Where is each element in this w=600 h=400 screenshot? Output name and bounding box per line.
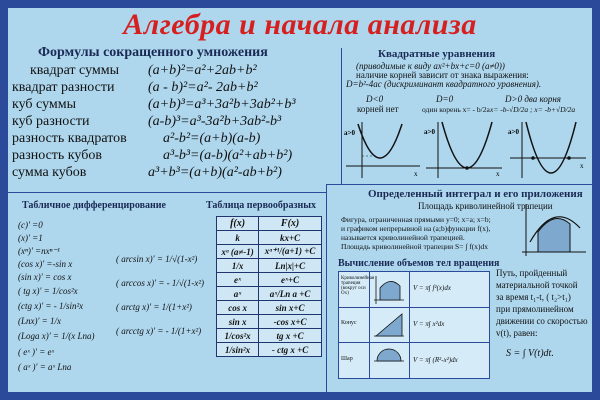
fsu-formula: a²-b²=(a+b)(a-b) (163, 131, 261, 146)
fsu-formula: (a+b)²=a²+2ab+b² (148, 63, 257, 78)
table-row (217, 273, 322, 287)
antider-cell: sin x+C (259, 301, 322, 315)
antider-col-f: f(x) (217, 217, 259, 231)
diff-heading: Табличное дифференцирование (22, 200, 166, 211)
antider-cell: cos x (217, 301, 259, 315)
integral-text: Фигура, ограниченная прямыми y=0; x=a; x=b; (341, 215, 491, 224)
quad-line2: наличие корней зависит от знака выражения: (356, 70, 529, 80)
diff-item: (Loga x)' = 1/(x Lna) (18, 331, 95, 341)
divider (326, 184, 327, 392)
quad-heading: Квадратные уравнения (378, 48, 496, 60)
fsu-name: сумма кубов (12, 165, 87, 180)
axis-x-label: x (496, 170, 500, 178)
diff-item: (ctg x)' = - 1/sin²x (18, 301, 84, 311)
quad-case-desc: один корень x= - b/2a (422, 105, 490, 114)
fsu-formula: a³+b³=(a+b)(a²-ab+b²) (148, 165, 282, 180)
fsu-name: куб разности (12, 114, 90, 129)
diff-item: (sin x)' = cos x (18, 272, 72, 282)
path-line: Путь, пройденный (496, 268, 568, 278)
table-row (217, 343, 322, 357)
cone-sketch (372, 310, 406, 341)
quad-line1: (приводимые к виду ax²+bx+c=0 (a≠0)) (356, 61, 505, 71)
fsu-formula: (a-b)³=a³-3a²b+3ab²-b³ (148, 114, 282, 129)
diff-item: ( arcctg x)' = - 1/(1+x²) (116, 326, 202, 336)
volumes-heading: Вычисление объемов тел вращения (338, 258, 500, 269)
antider-cell: 1/sin²x (217, 343, 259, 357)
antider-cell: xᵃ (a≠-1) (217, 245, 259, 259)
path-formula: S = ∫ V(t)dt. (506, 348, 554, 359)
diff-item: (c)' =0 (18, 220, 43, 230)
integral-text: называется криволинейной трапецией. (341, 233, 465, 242)
antider-cell: xᵃ⁺¹/(a+1) +C (259, 245, 322, 259)
table-row (217, 329, 322, 343)
fsu-formula: a³-b³=(a-b)(a²+ab+b²) (163, 148, 293, 163)
antider-cell: aˣ (217, 287, 259, 301)
volume-row-label: Конус (341, 320, 357, 326)
fsu-name: разность квадратов (12, 131, 127, 146)
antider-cell: 1/x (217, 259, 259, 273)
path-line: движении со скоростью (496, 316, 588, 326)
trapezoid-rotation-sketch (372, 274, 406, 305)
antider-heading: Таблица первообразных (206, 200, 317, 211)
divider (8, 192, 326, 193)
divider (326, 184, 592, 185)
fsu-name: разность кубов (12, 148, 102, 163)
volume-formula: V = π∫ x²dx (413, 320, 445, 328)
diff-item: (xⁿ)' =nxⁿ⁻¹ (18, 246, 60, 256)
fsu-formula: (a - b)²=a²- 2ab+b² (148, 80, 258, 95)
graph-label: a>0 (508, 128, 519, 136)
divider (341, 48, 342, 184)
table-row (217, 259, 322, 273)
antider-cell: sin x (217, 315, 259, 329)
fsu-name: куб суммы (12, 97, 77, 112)
quad-case-cond: D<0 (366, 94, 384, 104)
diff-item: ( tg x)' = 1/cos²x (18, 286, 78, 296)
antider-cell: -cos x+C (259, 315, 322, 329)
curvilinear-trapezoid-graph (518, 202, 588, 258)
diff-item: ( arctg x)' = 1/(1+x²) (116, 302, 192, 312)
quad-case-desc: корней нет (357, 104, 399, 114)
axis-x-label: x (414, 170, 418, 178)
poster-panel (8, 8, 592, 392)
antider-cell: Ln|x|+C (259, 259, 322, 273)
path-line: v(t), равен: (496, 328, 538, 338)
quad-case-desc: x= -b-√D/2a ; x= -b+√D/2a (490, 105, 576, 114)
antider-cell: aˣ/Ln a +C (259, 287, 322, 301)
poster-title: Алгебра и начала анализа (123, 8, 477, 41)
antider-cell: kx+C (259, 231, 322, 245)
antider-cell: 1/cos²x (217, 329, 259, 343)
parabola-graph-one-root (424, 118, 504, 180)
antider-cell: tg x +C (259, 329, 322, 343)
table-row (217, 245, 322, 259)
graph-label: a>0 (424, 128, 435, 136)
antider-header-row (217, 217, 322, 231)
volume-row-label: Шар (341, 356, 353, 362)
antider-table (216, 216, 322, 357)
fsu-formula: (a+b)³=a³+3a²b+3ab²+b³ (148, 97, 296, 112)
diff-item: ( eˣ )' = eˣ (18, 347, 55, 357)
integral-text: и графиком непрерывной на (a;b)функции f(x), (341, 224, 491, 233)
axis-x-label: x (580, 162, 584, 170)
path-line: при прямолинейном (496, 304, 574, 314)
parabola-graph-two-roots (508, 118, 588, 180)
fsu-name: квадрат разности (12, 80, 115, 95)
volume-formula: V = π∫ f²(x)dx (413, 284, 451, 292)
volumes-table (338, 271, 490, 379)
fsu-heading: Формулы сокращенного умножения (38, 45, 268, 60)
antider-cell: k (217, 231, 259, 245)
fsu-name: квадрат суммы (30, 63, 120, 78)
diff-item: (cos x)' =-sin x (18, 259, 73, 269)
quad-case-cond: D=0 (436, 94, 454, 104)
quad-line3: D=b²-4ac (дискриминант квадратного уравнения). (346, 79, 542, 89)
antider-col-F: F(x) (259, 217, 322, 231)
integral-heading: Определенный интеграл и его приложения (368, 188, 583, 200)
diff-item: (Lnx)' = 1/x (18, 316, 61, 326)
quad-case-cond: D>0 два корня (505, 94, 561, 104)
table-row (217, 231, 322, 245)
parabola-graph-no-roots (344, 118, 422, 180)
volume-row-label: Криволинейная трапеция (вокруг оси Ox) (341, 276, 375, 296)
integral-text: Площадь криволинейной трапеции S= ∫ f(x)dx (341, 242, 488, 251)
antider-cell: eˣ (217, 273, 259, 287)
table-row (217, 301, 322, 315)
graph-label: a>0 (344, 129, 355, 137)
diff-item: (x)' =1 (18, 233, 43, 243)
diff-item: ( arcsin x)' = 1/√(1-x²) (116, 254, 198, 264)
path-line: за время t₁-t, ( t₂>t₁) (496, 292, 571, 302)
table-row (217, 287, 322, 301)
antider-cell: - ctg x +C (259, 343, 322, 357)
antider-cell: eˣ+C (259, 273, 322, 287)
table-row (217, 315, 322, 329)
diff-item: ( aˣ )' = aˣ Lna (18, 362, 72, 372)
diff-item: ( arccos x)' = - 1/√(1-x²) (116, 278, 205, 288)
path-line: материальной точкой (496, 280, 578, 290)
volume-formula: V = π∫ (R²-x²)dx (413, 356, 458, 364)
sphere-sketch (372, 345, 406, 376)
integral-subheading: Площадь криволинейной трапеции (418, 201, 553, 211)
